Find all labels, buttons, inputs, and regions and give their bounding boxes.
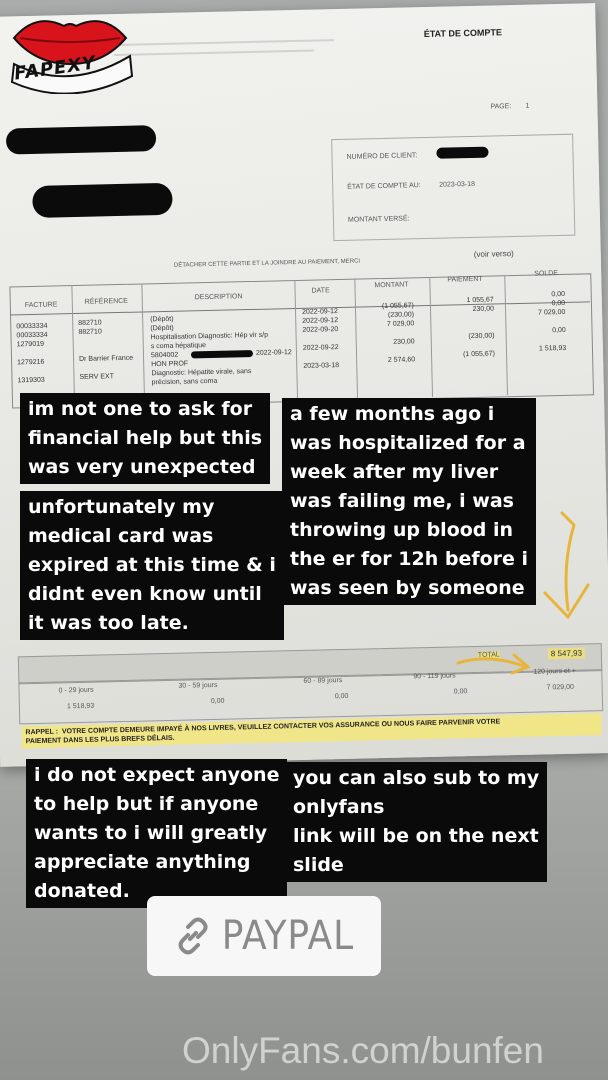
total-label: TOTAL	[477, 651, 500, 659]
page-number: 1	[525, 102, 530, 110]
paypal-label: PAYPAL	[221, 913, 355, 959]
aging-90-119-label: 90 - 119 jours	[413, 672, 456, 681]
faded-header-text	[114, 39, 335, 74]
client-number-label: NUMÉRO DE CLIENT:	[346, 152, 418, 161]
aging-0-29-value: 1 518,93	[66, 702, 95, 711]
redacted-client-number	[436, 147, 488, 159]
aging-90-119-value: 0,00	[453, 688, 468, 696]
reference-values: 882710 882710 Dr Barrier France SERV EXT	[78, 319, 134, 381]
logo-text: FAPEXY	[12, 52, 98, 85]
aging-60-89-label: 60 - 89 jours	[303, 677, 343, 685]
aging-120-label: 120 jours et +	[533, 667, 576, 676]
page-label: PAGE:	[490, 103, 512, 111]
redacted-address	[32, 183, 173, 218]
reminder-text: RAPPEL : VOTRE COMPTE DEMEURE IMPAYÉ À NOS LIVRES, VEUILLEZ CONTACTER VOS ASSURANCE OU NOUS FAIRE PARVENIR VOTRE PAIEMENT DANS LES PLUS BREFS DÉLAIS.	[25, 718, 501, 746]
caption-onlyfans: you can also sub to my onlyfans link will be on the next slide	[285, 762, 547, 882]
solde-values: 0,00 0,00 7 029,00 0,00 1 518,93	[538, 290, 567, 353]
paypal-link-sticker[interactable]	[147, 896, 381, 976]
watermark: OnlyFans.com/bunfen	[182, 1030, 544, 1071]
col-description: DESCRIPTION	[194, 293, 243, 302]
link-icon	[174, 917, 212, 955]
aging-120-value: 7 029,00	[546, 683, 574, 692]
col-paiement: PAIEMENT	[447, 275, 483, 284]
redacted-name	[6, 125, 157, 154]
statement-title: ÉTAT DE COMPTE	[423, 27, 503, 40]
col-montant: MONTANT	[374, 281, 409, 290]
redacted-code	[191, 350, 253, 358]
description-date: 2022-09-12	[255, 349, 292, 357]
col-facture: FACTURE	[24, 301, 58, 310]
total-value: 8 547,93	[548, 648, 585, 660]
aging-0-29-label: 0 - 29 jours	[58, 686, 94, 695]
see-reverse-note: (voir verso)	[473, 249, 514, 259]
caption-financial-help: im not one to ask for financial help but this was very unexpected	[20, 393, 270, 484]
caption-hospitalized: a few months ago i was hospitalized for a week after my liver was failing me, i was throwing up blood in the er for 12h before i was seen by someone	[282, 398, 536, 605]
caption-medical-card: unfortunately my medical card was expired at this time & i didnt even know until it was too late.	[20, 491, 284, 640]
aging-30-59-value: 0,00	[210, 697, 225, 706]
montant-values: (1 055,67) (230,00) 7 029,00 230,00 2 574,60	[381, 302, 416, 364]
aging-30-59-label: 30 - 59 jours	[178, 681, 218, 690]
statement-date-label: ÉTAT DE COMPTE AU:	[347, 182, 421, 191]
col-date: DATE	[311, 287, 330, 295]
statement-date: 2023-03-18	[439, 180, 476, 189]
date-values: 2022-09-12 2022-09-12 2022-09-20 2022-09-22 2023-03-18	[301, 308, 340, 370]
detach-note: DÉTACHER CETTE PARTIE ET LA JOINDRE AU PAIEMENT, MERCI	[173, 258, 361, 269]
col-reference: RÉFÉRENCE	[84, 297, 129, 306]
description-values: (Dépôt) (Dépôt) Hospitalisation Diagnostic: Hép vir s/p s coma hépatique 5804002 HON PROF Diagnostic: Hépatite virale, sans précision, sans coma	[150, 315, 269, 387]
amount-paid-label: MONTANT VERSÉ:	[347, 215, 410, 224]
caption-donation-request: i do not expect anyone to help but if anyone wants to i will greatly appreciate anything donated.	[26, 759, 287, 908]
col-solde: SOLDE	[534, 270, 559, 278]
paiement-values: 1 055,67 230,00 (230,00) (1 055,67)	[462, 296, 496, 359]
aging-60-89-value: 0,00	[334, 692, 349, 701]
facture-values: 00033334 00033334 1279019 1279216 1319303	[16, 322, 48, 385]
